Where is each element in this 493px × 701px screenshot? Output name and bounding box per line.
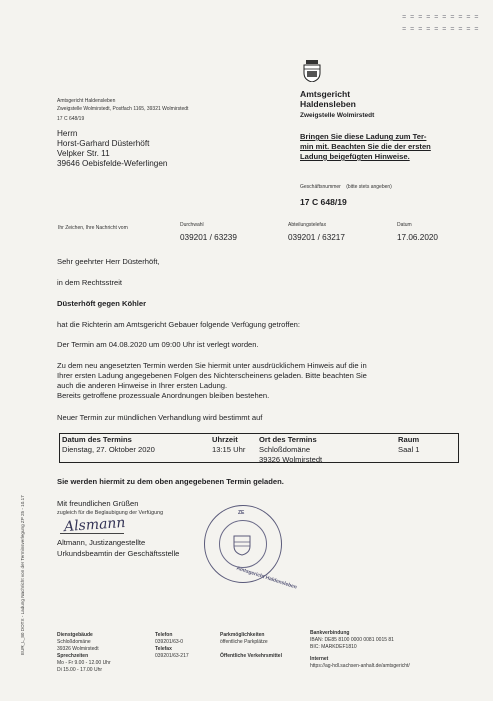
th-room: Raum <box>398 435 420 444</box>
notice-line1: Bringen Sie diese Ladung zum Ter- <box>300 132 427 141</box>
scan-scribble-2: = = = = = = = = = = <box>402 26 480 33</box>
td-room: Saal 1 <box>398 445 420 454</box>
scan-scribble: = = = = = = = = = = <box>402 14 480 21</box>
footer-telefax-label: Telefax <box>155 646 172 652</box>
footer-phone-value: 039201/63-0 <box>155 639 184 645</box>
para-line4: Bereits getroffene prozessuale Anordnungen bleiben bestehen. <box>57 391 270 400</box>
court-name-line2: Haldensleben <box>300 99 356 109</box>
direct-label: Durchwahl <box>180 222 204 228</box>
footer-transport-label: Öffentliche Verkehrsmittel <box>220 653 282 659</box>
th-date: Datum des Termins <box>62 435 132 444</box>
footer-bank-bic: BIC: MARKDEF1810 <box>310 644 357 650</box>
case-number-hint: (bitte stets angeben) <box>346 184 392 190</box>
coat-of-arms-icon <box>302 60 322 87</box>
case-number-label <box>300 184 392 190</box>
date-label: Datum <box>397 222 412 228</box>
para-line1: Zu dem neu angesetzten Termin werden Sie hiermit unter ausdrücklichem Hinweis auf die in <box>57 361 367 370</box>
footer-phone-label: Telefon <box>155 632 173 638</box>
para-line2: Ihrer ersten Ladung angegebenen Folgen des Nichterscheinens geladen. Bitte beachten Sie <box>57 371 367 380</box>
recipient-city: 39646 Oebisfelde-Weferlingen <box>57 159 168 168</box>
direct-value: 039201 / 63239 <box>180 233 237 242</box>
stamp-emblem-icon <box>230 532 254 561</box>
sender-address: Zweigstelle Wolmirstedt, Postfach 1165, 39321 Wolmirstedt <box>57 106 189 112</box>
date-value: 17.06.2020 <box>397 233 438 242</box>
fax-value: 039201 / 63217 <box>288 233 345 242</box>
td-date: Dienstag, 27. Oktober 2020 <box>62 445 155 454</box>
order-text: hat die Richterin am Amtsgericht Gebauer folgende Verfügung getroffen: <box>57 320 301 329</box>
new-date-intro: Neuer Termin zur mündlichen Verhandlung wird bestimmt auf <box>57 413 263 422</box>
parties: Düsterhöft gegen Köhler <box>57 299 147 308</box>
stamp-top: ZE <box>238 510 245 516</box>
footer-hours-label: Sprechzeiten <box>57 653 89 659</box>
closing-greeting: Mit freundlichen Grüßen <box>57 499 139 508</box>
in-dispute: in dem Rechtsstreit <box>57 278 122 287</box>
court-branch: Zweigstelle Wolmirstedt <box>300 112 375 119</box>
stamp-ring-text: Amtsgericht Haldensleben <box>235 565 298 591</box>
footer-building-line1: Schloßdomäne <box>57 639 91 645</box>
footer-building-line2: 39326 Wolmirstedt <box>57 646 99 652</box>
sender-line: Amtsgericht Haldensleben <box>57 98 116 104</box>
th-place: Ort des Termins <box>259 435 317 444</box>
case-number-label-text: Geschäftsnummer <box>300 184 341 190</box>
para-line3: auch die anderen Hinweise in Ihrer ersten Ladung. <box>57 381 228 390</box>
file-ref-small: 17 C 648/19 <box>57 116 85 122</box>
footer-parking-value: öffentliche Parkplätze <box>220 639 268 645</box>
th-time: Uhrzeit <box>212 435 238 444</box>
case-number-value: 17 C 648/19 <box>300 197 347 207</box>
moved-text: Der Termin am 04.08.2020 um 09:00 Uhr ist verlegt worden. <box>57 340 259 349</box>
notice-line3: Ladung beigefügten Hinweise. <box>300 152 410 161</box>
td-place-line1: Schloßdomäne <box>259 445 311 454</box>
closing-note: zugleich für die Beglaubigung der Verfügung <box>57 510 164 516</box>
notice-line2: min mit. Beachten Sie die der ersten <box>300 142 431 151</box>
vertical-form-id: EUR_L_80 DOTX - Ladung Nachricht von der Terminsverlegung ZP 25 - 10.17 <box>20 495 25 655</box>
signer-line1: Altmann, Justizangestellte <box>57 538 146 547</box>
footer-internet-link[interactable]: https://ag-hdl.sachsen-anhalt.de/amtsgericht/ <box>310 663 410 669</box>
signature-line <box>60 533 124 534</box>
signature: Alsmann <box>63 514 126 536</box>
td-time: 13:15 Uhr <box>212 445 246 454</box>
footer-hours-line1: Mo - Fr 9.00 - 12.00 Uhr <box>57 660 111 666</box>
salutation: Sehr geehrter Herr Düsterhöft, <box>57 257 160 266</box>
court-name-line1: Amtsgericht <box>300 89 351 99</box>
summons-text: Sie werden hiermit zu dem oben angegebenen Termin geladen. <box>57 477 284 486</box>
recipient-name: Horst-Garhard Düsterhöft <box>57 139 150 148</box>
recipient-street: Velpker Str. 11 <box>57 149 110 158</box>
fax-label: Abteilungstelefax <box>288 222 327 228</box>
signer-line2: Urkundsbeamtin der Geschäftsstelle <box>57 549 180 558</box>
your-ref-label: Ihr Zeichen, Ihre Nachricht vom <box>58 225 128 231</box>
footer-bank-iban: IBAN: DE85 8100 0000 0081 0015 81 <box>310 637 394 643</box>
footer-telefax-value: 039201/63-217 <box>155 653 189 659</box>
td-place-line2: 39326 Wolmirstedt <box>259 455 323 464</box>
footer-internet-label: Internet <box>310 656 329 662</box>
footer-parking-label: Parkmöglichkeiten <box>220 632 265 638</box>
footer-bank-label: Bankverbindung <box>310 630 350 636</box>
footer-hours-line2: Di 15.00 - 17.00 Uhr <box>57 667 103 673</box>
footer-building-label: Dienstgebäude <box>57 632 93 638</box>
recipient-salutation: Herrn <box>57 129 78 138</box>
